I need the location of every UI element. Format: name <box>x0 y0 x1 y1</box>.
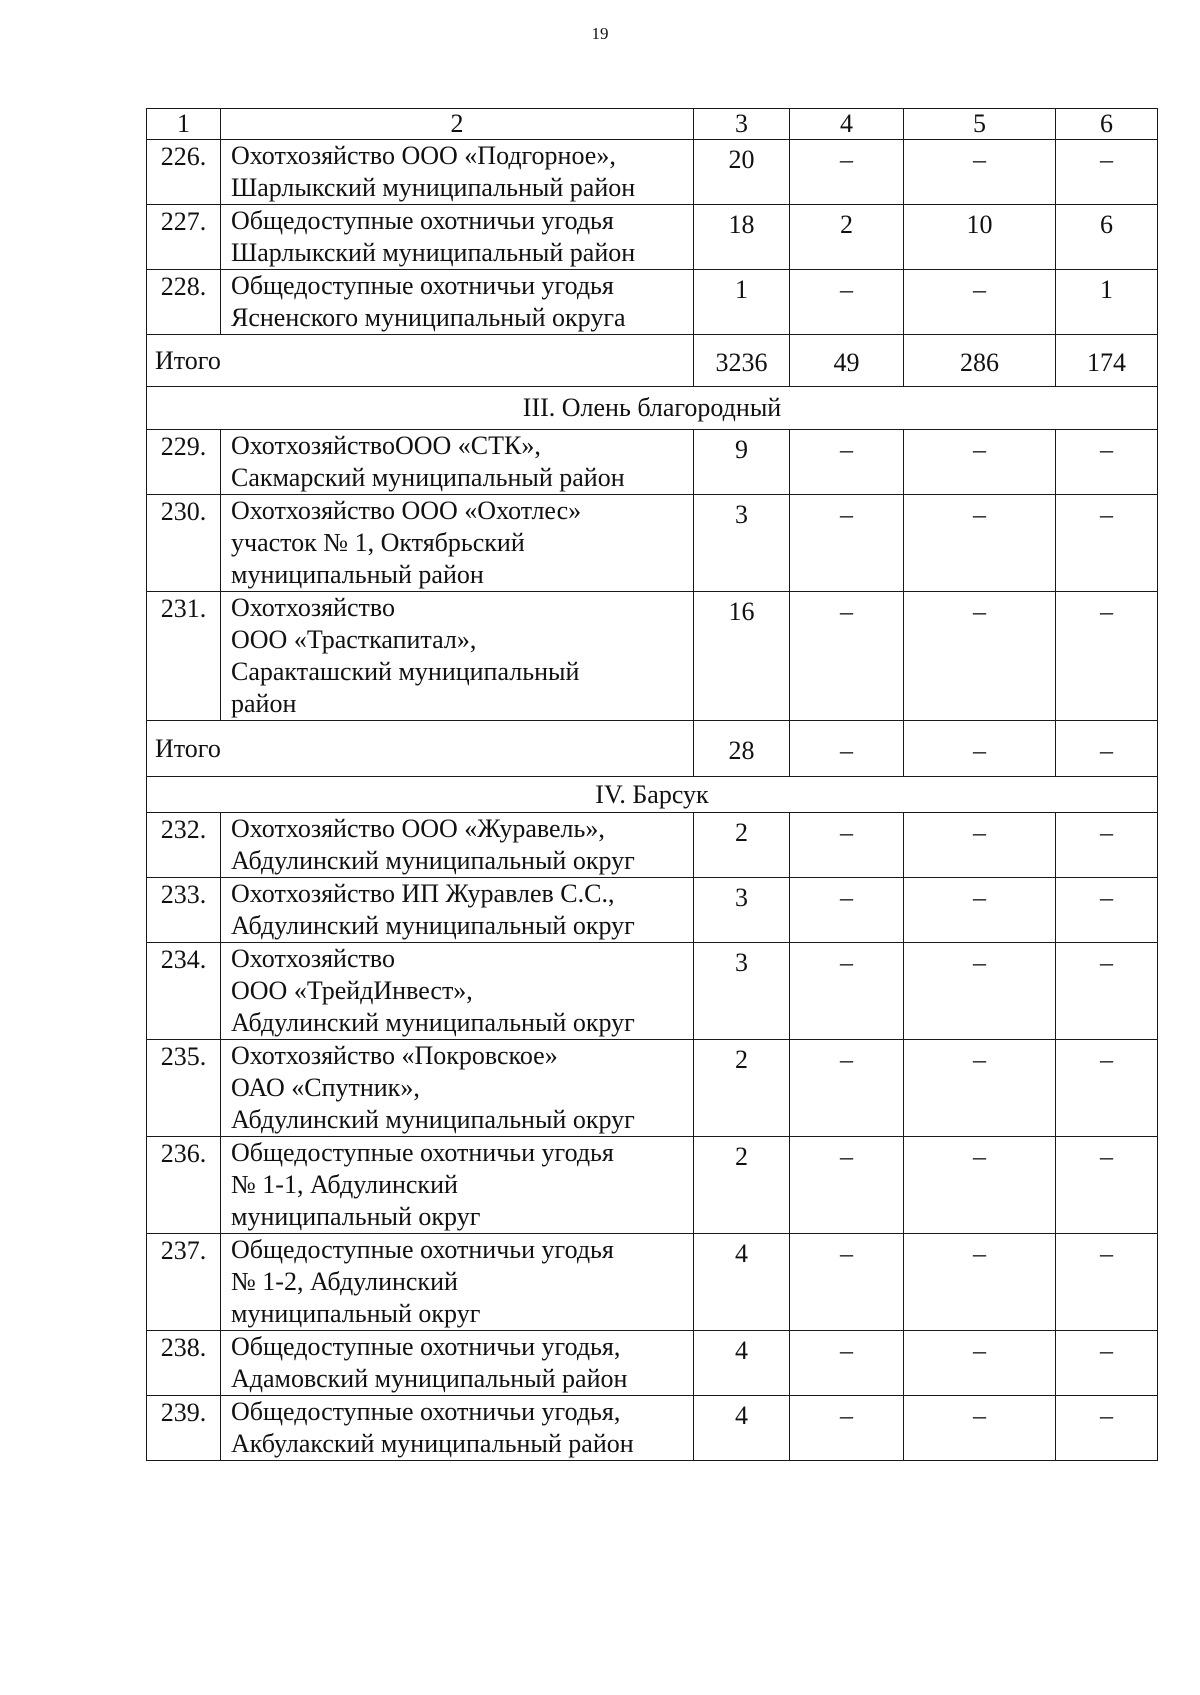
total-value-col-4: – <box>790 721 904 777</box>
table-row <box>147 1396 1158 1461</box>
total-label: Итого <box>147 721 694 777</box>
section-heading-row <box>147 387 1158 430</box>
total-value-col-6: 174 <box>1056 335 1158 387</box>
row-number: 236. <box>147 1137 221 1234</box>
value-col-5: – <box>904 495 1056 592</box>
row-name-line: муниципальный округ <box>231 1202 481 1231</box>
row-name-line: Абдулинский муниципальный округ <box>231 846 635 875</box>
total-row <box>147 335 1158 387</box>
total-value-col-4: 49 <box>790 335 904 387</box>
value-col-4: – <box>790 1331 904 1396</box>
value-col-3: 1 <box>694 270 790 335</box>
table-row <box>147 430 1158 495</box>
value-col-4: 2 <box>790 205 904 270</box>
row-number: 234. <box>147 943 221 1040</box>
value-col-6: – <box>1056 495 1158 592</box>
data-table <box>146 108 1158 1461</box>
row-name <box>221 140 694 205</box>
total-value-col-3: 3236 <box>694 335 790 387</box>
value-col-5: – <box>904 1040 1056 1137</box>
value-col-5: – <box>904 1331 1056 1396</box>
value-col-6: – <box>1056 813 1158 878</box>
value-col-6: – <box>1056 1331 1158 1396</box>
row-number: 231. <box>147 592 221 721</box>
value-col-5: – <box>904 878 1056 943</box>
row-name-line: Адамовский муниципальный район <box>231 1364 628 1393</box>
value-col-6: – <box>1056 943 1158 1040</box>
value-col-3: 16 <box>694 592 790 721</box>
value-col-5: – <box>904 592 1056 721</box>
row-name-line: Охотхозяйство «Покровское» <box>231 1041 558 1070</box>
value-col-5: – <box>904 430 1056 495</box>
row-name-line: Общедоступные охотничьи угодья <box>231 1138 614 1167</box>
header-cell: 4 <box>790 109 904 140</box>
row-name-line: участок № 1, Октябрьский <box>231 528 525 557</box>
row-name <box>221 1396 694 1461</box>
value-col-6: – <box>1056 1137 1158 1234</box>
header-cell: 1 <box>147 109 221 140</box>
row-name-line: ООО «Трасткапитал», <box>231 625 477 654</box>
row-name <box>221 430 694 495</box>
table-row <box>147 1040 1158 1137</box>
value-col-3: 3 <box>694 878 790 943</box>
header-row <box>147 109 1158 140</box>
value-col-5: – <box>904 1137 1056 1234</box>
row-name-line: ООО «ТрейдИнвест», <box>231 976 473 1005</box>
value-col-4: – <box>790 878 904 943</box>
value-col-4: – <box>790 495 904 592</box>
row-name-line: Охотхозяйство ООО «Журавель», <box>231 814 605 843</box>
total-row <box>147 721 1158 777</box>
table-row <box>147 495 1158 592</box>
value-col-3: 4 <box>694 1234 790 1331</box>
value-col-3: 4 <box>694 1331 790 1396</box>
table-row <box>147 270 1158 335</box>
value-col-4: – <box>790 1040 904 1137</box>
table-row <box>147 1137 1158 1234</box>
table-row <box>147 592 1158 721</box>
row-name-line: район <box>231 689 297 718</box>
section-heading-row <box>147 777 1158 813</box>
row-number: 235. <box>147 1040 221 1137</box>
total-value-col-3: 28 <box>694 721 790 777</box>
row-name-line: Охотхозяйство ИП Журавлев С.С., <box>231 879 615 908</box>
value-col-5: 10 <box>904 205 1056 270</box>
value-col-3: 2 <box>694 813 790 878</box>
table-row <box>147 140 1158 205</box>
row-name-line: Абдулинский муниципальный округ <box>231 1008 635 1037</box>
value-col-5: – <box>904 1396 1056 1461</box>
value-col-5: – <box>904 813 1056 878</box>
value-col-3: 20 <box>694 140 790 205</box>
value-col-5: – <box>904 943 1056 1040</box>
row-name-line: Сакмарский муниципальный район <box>231 463 625 492</box>
row-name <box>221 1040 694 1137</box>
row-name-line: Охотхозяйство <box>231 944 395 973</box>
row-name-line: Охотхозяйство ООО «Охотлес» <box>231 496 582 525</box>
value-col-3: 3 <box>694 943 790 1040</box>
section-title: III. Олень благородный <box>147 387 1158 430</box>
value-col-3: 9 <box>694 430 790 495</box>
value-col-4: – <box>790 592 904 721</box>
value-col-4: – <box>790 813 904 878</box>
table-row <box>147 943 1158 1040</box>
row-name-line: ОАО «Спутник», <box>231 1073 420 1102</box>
row-name-line: Общедоступные охотничьи угодья <box>231 271 614 300</box>
row-name-line: Шарлыкский муниципальный район <box>231 238 636 267</box>
row-name-line: Абдулинский муниципальный округ <box>231 911 635 940</box>
value-col-5: – <box>904 1234 1056 1331</box>
row-name-line: Общедоступные охотничьи угодья, <box>231 1397 621 1426</box>
row-name-line: Абдулинский муниципальный округ <box>231 1105 635 1134</box>
value-col-4: – <box>790 1396 904 1461</box>
header-cell: 6 <box>1056 109 1158 140</box>
value-col-3: 3 <box>694 495 790 592</box>
table-row <box>147 1331 1158 1396</box>
row-name <box>221 205 694 270</box>
row-number: 239. <box>147 1396 221 1461</box>
row-number: 233. <box>147 878 221 943</box>
row-name-line: Шарлыкский муниципальный район <box>231 173 636 202</box>
table-row <box>147 205 1158 270</box>
table-row <box>147 813 1158 878</box>
value-col-6: – <box>1056 878 1158 943</box>
row-name-line: Ясненского муниципальный округа <box>231 303 626 332</box>
value-col-6: 6 <box>1056 205 1158 270</box>
row-name-line: муниципальный район <box>231 560 484 589</box>
row-name-line: Саракташский муниципальный <box>231 657 580 686</box>
value-col-4: – <box>790 140 904 205</box>
total-value-col-6: – <box>1056 721 1158 777</box>
row-name-line: Охотхозяйство <box>231 593 395 622</box>
value-col-4: – <box>790 1234 904 1331</box>
value-col-3: 2 <box>694 1137 790 1234</box>
row-name-line: ОхотхозяйствоООО «СТК», <box>231 431 541 460</box>
value-col-6: – <box>1056 592 1158 721</box>
row-number: 226. <box>147 140 221 205</box>
row-number: 228. <box>147 270 221 335</box>
header-cell: 5 <box>904 109 1056 140</box>
value-col-3: 18 <box>694 205 790 270</box>
value-col-3: 2 <box>694 1040 790 1137</box>
row-number: 232. <box>147 813 221 878</box>
page-number: 19 <box>591 24 609 43</box>
header-cell: 3 <box>694 109 790 140</box>
value-col-4: – <box>790 943 904 1040</box>
row-name-line: Общедоступные охотничьи угодья <box>231 1235 614 1264</box>
total-value-col-5: – <box>904 721 1056 777</box>
row-name <box>221 1137 694 1234</box>
row-name <box>221 270 694 335</box>
row-name-line: Общедоступные охотничьи угодья <box>231 206 614 235</box>
value-col-4: – <box>790 270 904 335</box>
value-col-6: – <box>1056 1396 1158 1461</box>
row-name-line: Акбулакский муниципальный район <box>231 1429 634 1458</box>
value-col-4: – <box>790 430 904 495</box>
row-number: 230. <box>147 495 221 592</box>
value-col-5: – <box>904 140 1056 205</box>
row-name <box>221 813 694 878</box>
row-number: 227. <box>147 205 221 270</box>
table-row <box>147 1234 1158 1331</box>
row-number: 237. <box>147 1234 221 1331</box>
value-col-6: – <box>1056 140 1158 205</box>
header-cell: 2 <box>221 109 694 140</box>
row-name-line: № 1-1, Абдулинский <box>231 1170 458 1199</box>
row-name-line: Охотхозяйство ООО «Подгорное», <box>231 141 616 170</box>
value-col-6: – <box>1056 1040 1158 1137</box>
value-col-6: – <box>1056 1234 1158 1331</box>
value-col-4: – <box>790 1137 904 1234</box>
value-col-6: – <box>1056 430 1158 495</box>
total-label: Итого <box>147 335 694 387</box>
row-name-line: муниципальный округ <box>231 1299 481 1328</box>
row-name <box>221 1331 694 1396</box>
table-row <box>147 878 1158 943</box>
row-number: 229. <box>147 430 221 495</box>
table-body <box>147 109 1158 1461</box>
value-col-3: 4 <box>694 1396 790 1461</box>
row-name-line: Общедоступные охотничьи угодья, <box>231 1332 621 1361</box>
row-name <box>221 1234 694 1331</box>
row-name <box>221 943 694 1040</box>
row-name-line: № 1-2, Абдулинский <box>231 1267 458 1296</box>
row-name <box>221 495 694 592</box>
value-col-5: – <box>904 270 1056 335</box>
row-name <box>221 878 694 943</box>
value-col-6: 1 <box>1056 270 1158 335</box>
row-number: 238. <box>147 1331 221 1396</box>
section-title: IV. Барсук <box>147 777 1158 813</box>
row-name <box>221 592 694 721</box>
total-value-col-5: 286 <box>904 335 1056 387</box>
